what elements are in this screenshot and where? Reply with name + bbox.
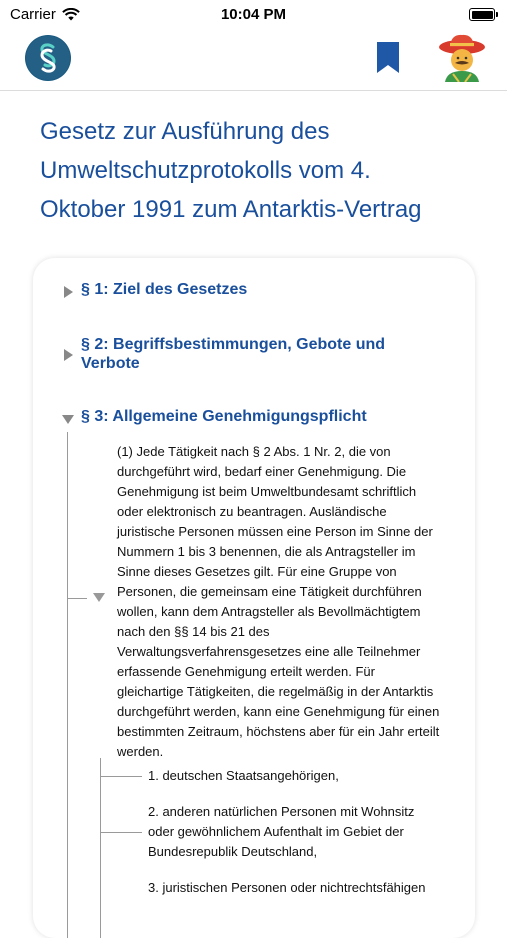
tree-line-branch <box>67 598 87 599</box>
tree-line-item-branch <box>100 776 142 777</box>
section-title[interactable] <box>81 335 385 373</box>
status-bar <box>0 0 507 30</box>
paragraph-line: bestimmten Zeitraum, höchstens aber für ein Jahr erteilt <box>117 724 440 739</box>
expand-triangle-icon[interactable] <box>61 285 75 299</box>
section-3-row[interactable] <box>61 407 367 426</box>
paragraph-line: gleichartige Tätigkeiten, die regelmäßig in der Antarktis <box>117 684 434 699</box>
section-2-row[interactable] <box>61 335 385 373</box>
carrier-label: Carrier <box>10 6 56 23</box>
list-item-line: 2. anderen natürlichen Personen mit Wohnsitz <box>148 804 415 819</box>
bookmark-icon[interactable] <box>375 42 401 74</box>
paragraph-1 <box>117 442 467 762</box>
list-item-line: 1. deutschen Staatsangehörigen, <box>148 768 339 783</box>
tree-line-item-branch <box>100 832 142 833</box>
paragraph-line: juristische Personen müssen eine Person im Sinne der <box>117 524 433 539</box>
collapse-triangle-icon[interactable] <box>93 592 105 603</box>
paragraph-line: werden. <box>117 744 164 759</box>
section-title-line: Verbote <box>81 355 140 372</box>
section-title-line: § 3: Allgemeine Genehmigungspflicht <box>81 408 367 425</box>
section-1-row[interactable] <box>61 280 247 299</box>
list-item <box>148 766 468 786</box>
law-title-line: Umweltschutzprotokolls vom 4. <box>40 157 371 184</box>
sections-card <box>33 258 475 938</box>
paragraph-line: Genehmigung ist beim Umweltbundesamt schriftlich <box>117 484 417 499</box>
list-item <box>148 878 468 898</box>
tree-line-vertical <box>67 432 68 938</box>
law-title-line: Gesetz zur Ausführung des <box>40 118 330 145</box>
list-item-line: Bundesrepublik Deutschland, <box>148 844 318 859</box>
paragraph-line: wollen, kann dem Antragsteller als Bevollmächtigtem <box>117 604 421 619</box>
law-title <box>40 112 480 229</box>
section-title-line: § 2: Begriffsbestimmungen, Gebote und <box>81 336 386 353</box>
paragraph-line: oder elektronisch zu beantragen. Ausländische <box>117 504 387 519</box>
paragraph-line: Nummern 1 bis 3 benennen, die als Antragsteller im <box>117 544 416 559</box>
law-title-line: Oktober 1991 zum Antarktis-Vertrag <box>40 196 422 223</box>
section-title-line: § 1: Ziel des Gesetzes <box>81 281 248 298</box>
list-item-line: 3. juristischen Personen oder nichtrechtsfähigen <box>148 880 426 895</box>
paragraph-line: (1) Jede Tätigkeit nach § 2 Abs. 1 Nr. 2, die von <box>117 444 391 459</box>
paragraph-line: nach den §§ 14 bis 21 des <box>117 624 270 639</box>
list-item <box>148 802 468 862</box>
avatar-icon[interactable] <box>437 32 487 82</box>
status-time: 10:04 PM <box>220 6 287 23</box>
paragraph-line: durchgeführt wird, bedarf einer Genehmigung. Die <box>117 464 407 479</box>
section-title[interactable] <box>81 280 247 299</box>
paragraph-line: Sinne dieses Gesetzes gilt. Für eine Gruppe von <box>117 564 397 579</box>
paragraph-logo-icon[interactable] <box>24 34 72 82</box>
paragraph-line: durchgeführt werden, kann eine Genehmigung für einen <box>117 704 440 719</box>
tree-line-vertical-items <box>100 758 101 938</box>
collapse-triangle-icon[interactable] <box>61 412 75 426</box>
paragraph-line: Verwaltungsverfahrensgesetzes eine alle Teilnehmer <box>117 644 421 659</box>
list-item-line: oder gewöhnlichem Aufenthalt im Gebiet der <box>148 824 404 839</box>
nav-bar <box>0 30 507 91</box>
paragraph-line: erfassende Genehmigung erteilt werden. Für <box>117 664 375 679</box>
expand-triangle-icon[interactable] <box>61 348 75 362</box>
section-title[interactable] <box>81 407 367 426</box>
paragraph-line: Personen, die gemeinsam eine Tätigkeit durchführen <box>117 584 422 599</box>
battery-icon <box>469 8 495 21</box>
